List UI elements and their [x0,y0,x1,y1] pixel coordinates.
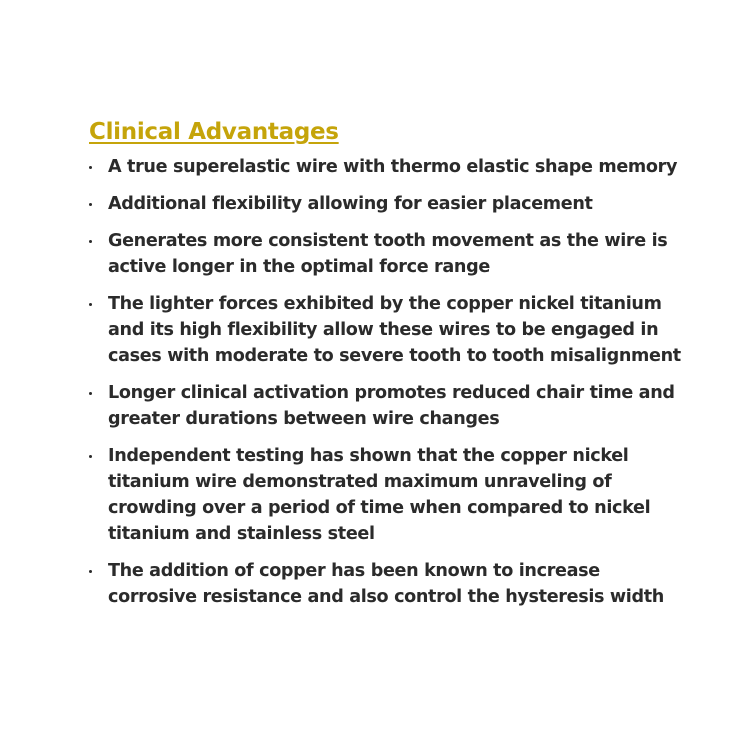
list-item [89,291,689,369]
bullet-icon [89,303,92,306]
list-item-text: Longer clinical activation promotes reduced chair time and [108,383,675,403]
list-item-text: Independent testing has shown that the copper nickel [108,446,629,466]
list-item-text: greater durations between wire changes [108,409,500,429]
list-item-text: and its high flexibility allow these wires to be engaged in [108,320,659,340]
list-item-text: The lighter forces exhibited by the copper nickel titanium [108,294,662,314]
list-item [89,228,689,280]
list-item-text: Additional flexibility allowing for easier placement [108,194,593,214]
list-item-text: A true superelastic wire with thermo elastic shape memory [108,157,678,177]
list-item-text: cases with moderate to severe tooth to tooth misalignment [108,346,681,366]
bullet-icon [89,240,92,243]
list-item-text: The addition of copper has been known to increase [108,561,600,581]
bullet-icon [89,570,92,573]
list-item [89,191,689,217]
list-item [89,154,689,180]
list-item [89,380,689,432]
list-item-text: active longer in the optimal force range [108,257,490,277]
bullet-icon [89,455,92,458]
advantages-list [89,154,689,610]
bullet-icon [89,392,92,395]
list-item [89,558,689,610]
bullet-icon [89,166,92,169]
list-item [89,443,689,547]
content-area [89,117,689,621]
list-item-text: corrosive resistance and also control the hysteresis width [108,587,664,607]
section-heading: Clinical Advantages [89,119,339,145]
list-item-text: crowding over a period of time when compared to nickel [108,498,651,518]
list-item-text: titanium wire demonstrated maximum unraveling of [108,472,612,492]
bullet-icon [89,203,92,206]
list-item-text: titanium and stainless steel [108,524,375,544]
list-item-text: Generates more consistent tooth movement as the wire is [108,231,668,251]
